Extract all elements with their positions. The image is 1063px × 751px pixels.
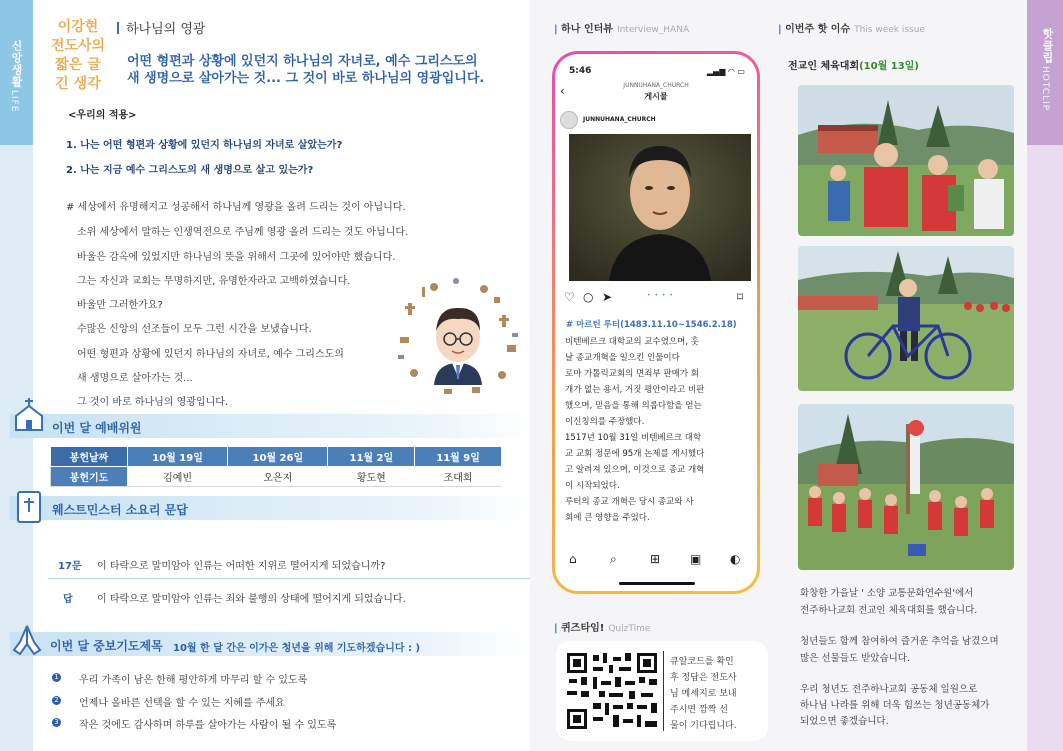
caption-line: 루터의 종교 개혁은 당시 종교와 사 bbox=[565, 497, 694, 507]
phone-screen bbox=[555, 54, 757, 591]
body-line: 바울은 감옥에 있었지만 하나님의 뜻을 위해서 그곳에 있어야만 했습니다. bbox=[77, 252, 396, 263]
caption-line: 비텐베르크 대학교의 교수였으며, 훗 bbox=[565, 337, 699, 347]
catechism-section-title: 웨스트민스터 소요리 문답 bbox=[52, 503, 188, 517]
body-line: 그 것이 바로 하나님의 영광입니다. bbox=[77, 397, 229, 408]
left-tab-en: LIFE bbox=[9, 90, 19, 113]
date-cell: 10월 26일 bbox=[228, 447, 328, 467]
right-tab-strip bbox=[1027, 145, 1063, 751]
heart-icon[interactable]: ♡ bbox=[564, 290, 575, 304]
quiz-heading-en: QuizTime bbox=[608, 624, 651, 634]
heading-marker bbox=[117, 22, 119, 34]
event-name: 전교인 체육대회 bbox=[788, 61, 860, 72]
date-cell: 10월 19일 bbox=[127, 447, 227, 467]
quiz-divider bbox=[663, 651, 664, 731]
name-cell: 조대희 bbox=[415, 467, 502, 487]
issue-text: 많은 선물들도 받았습니다. bbox=[800, 653, 911, 664]
name-cell: 오은지 bbox=[228, 467, 328, 487]
back-arrow-icon: ‹ bbox=[560, 84, 565, 98]
table-header-cell: 봉헌날짜 bbox=[51, 447, 128, 467]
table-row-label: 봉헌기도 bbox=[51, 467, 128, 487]
right-tab-en: HOTCLIP bbox=[1040, 66, 1050, 112]
pastor-illustration bbox=[394, 275, 522, 403]
sports-photo-3 bbox=[798, 404, 1014, 570]
apply-heading: <우리의 적용> bbox=[68, 110, 137, 121]
article-heading: 하나님의 영광 bbox=[126, 22, 206, 37]
quiz-heading: | 퀴즈타임! QuizTime bbox=[554, 623, 651, 634]
comment-icon[interactable]: ○ bbox=[583, 290, 594, 304]
table-header-row bbox=[51, 447, 502, 467]
issue-text: 하나님 나라를 위해 더욱 힘쓰는 청년공동체가 bbox=[800, 700, 990, 711]
issue-text: 전주하나교회 전교인 체육대회를 했습니다. bbox=[800, 605, 978, 616]
martin-luther-portrait bbox=[569, 134, 751, 281]
share-icon[interactable]: ➤ bbox=[602, 290, 613, 304]
account-name: JUNNUHANA_CHURCH bbox=[623, 82, 689, 89]
bookmark-icon[interactable]: ⌑ bbox=[737, 290, 744, 304]
phone-mockup bbox=[552, 51, 760, 594]
add-post-icon[interactable]: ⊞ bbox=[650, 552, 661, 566]
prayer-number: 1 bbox=[52, 673, 61, 682]
body-line: 어떤 형편과 상황에 있던지 하나님의 자녀로, 예수 그리스도의 bbox=[77, 349, 344, 360]
issue-heading: | 이번주 핫 이슈 This week issue bbox=[778, 24, 925, 35]
prayer-item: 우리 가족이 남은 한해 평안하게 마무리 할 수 있도록 bbox=[79, 675, 308, 686]
table-row bbox=[51, 467, 502, 487]
prayer-number: 3 bbox=[52, 718, 61, 727]
prayer-theme: 10월 한 달 간은 이가은 청년을 위해 기도하겠습니다 : ) bbox=[173, 643, 421, 654]
post-label: 게시물 bbox=[644, 92, 668, 101]
issue-text: 우리 청년도 전주하나교회 공동체 일원으로 bbox=[800, 684, 978, 695]
profile-icon[interactable]: ◐ bbox=[730, 552, 741, 566]
worship-table bbox=[50, 446, 502, 487]
prayer-section-title: 이번 달 중보기도제목 bbox=[50, 639, 163, 653]
article-subtitle: 어떤 형편과 상황에 있던지 하나님의 자녀로, 예수 그리스도의 bbox=[127, 54, 478, 69]
caption-line: 교 교회 정문에 95개 논제를 게시했다 bbox=[565, 449, 705, 459]
column-title-line: 긴 생각 bbox=[55, 76, 101, 92]
column-title-line: 전도사의 bbox=[50, 38, 106, 54]
body-line: 새 생명으로 살아가는 것... bbox=[77, 373, 193, 384]
praying-hands-icon bbox=[10, 622, 44, 656]
column-title-line: 이강현 bbox=[57, 19, 99, 35]
carousel-dots: • • • • bbox=[647, 292, 674, 299]
church-icon bbox=[12, 398, 46, 432]
prayer-item: 언제나 올바른 선택을 할 수 있는 지혜를 주세요 bbox=[79, 698, 285, 709]
quiz-line: 님 메세지로 보내 bbox=[670, 689, 737, 699]
quiz-heading-text: 퀴즈타임! bbox=[561, 623, 605, 634]
caption-line: 개가 없는 용서, 거짓 평안이라고 비판 bbox=[565, 385, 705, 395]
phone-time: 5:46 bbox=[569, 66, 592, 76]
quiz-line: 후 정답은 전도사 bbox=[670, 673, 737, 683]
caption-line: 했으며, 믿음을 통해 의롭다함을 얻는 bbox=[565, 401, 702, 411]
qr-code[interactable] bbox=[565, 651, 659, 731]
column-title-line: 짧은 글 bbox=[55, 57, 101, 73]
issue-text: 청년들도 함께 참여하여 즐거운 추억을 남겼으며 bbox=[800, 636, 999, 647]
apply-question: 1. 나는 어떤 형편과 상황에 있던지 하나님의 자녀로 살았는가? bbox=[66, 140, 343, 151]
home-icon[interactable]: ⌂ bbox=[569, 552, 577, 566]
issue-heading-en: This week issue bbox=[854, 25, 925, 35]
divider bbox=[48, 578, 530, 579]
right-tab-label: 핫클립 bbox=[1041, 28, 1054, 64]
caption-line: 1517년 10월 31일 비텐베르크 대학 bbox=[565, 433, 702, 443]
interview-heading-text: 하나 인터뷰 bbox=[561, 24, 613, 35]
event-title bbox=[788, 57, 919, 72]
question-number: 17문 bbox=[58, 561, 82, 572]
home-indicator bbox=[619, 582, 695, 585]
caption-line: 로마 가톨릭교회의 면죄부 판매가 회 bbox=[565, 369, 699, 379]
name-cell: 김예빈 bbox=[127, 467, 227, 487]
bible-icon bbox=[12, 490, 46, 524]
caption-line: 이신칭의를 주장했다. bbox=[565, 417, 645, 427]
interview-heading-en: Interview_HANA bbox=[616, 25, 690, 35]
body-line: 소위 세상에서 말하는 인생역전으로 주님께 영광 올려 드리는 것도 아닙니다. bbox=[77, 227, 409, 238]
issue-text: 되었으면 좋겠습니다. bbox=[800, 716, 889, 727]
avatar bbox=[560, 111, 578, 129]
left-tab-label: 신앙생활 bbox=[10, 40, 23, 88]
column-title bbox=[44, 18, 112, 94]
sports-photo-1 bbox=[798, 85, 1014, 236]
date-cell: 11월 2일 bbox=[328, 447, 415, 467]
prayer-number: 2 bbox=[52, 696, 61, 705]
caption-line: 이 시작되었다. bbox=[565, 481, 620, 491]
catechism-answer: 이 타락으로 말미암아 인류는 죄와 불행의 상태에 떨어지게 되었습니다. bbox=[97, 594, 406, 605]
body-line: 수많은 신앙의 선조들이 모두 그런 시간을 보냈습니다. bbox=[77, 324, 312, 335]
prayer-item: 작은 것에도 감사하며 하루를 살아가는 사람이 될 수 있도록 bbox=[79, 720, 337, 731]
left-tab-strip bbox=[0, 145, 33, 751]
event-date: (10월 13일) bbox=[859, 61, 919, 72]
catechism-question: 이 타락으로 말미암아 인류는 어떠한 지위로 떨어지게 되었습니까? bbox=[97, 561, 386, 572]
caption-title: # 마르틴 루터(1483.11.10~1546.2.18) bbox=[566, 320, 737, 330]
status-icons: ▂▄▆ ◠ ▭ bbox=[706, 67, 745, 76]
reels-icon[interactable]: ▣ bbox=[690, 552, 702, 566]
date-cell: 11월 9일 bbox=[415, 447, 502, 467]
body-line: 바울만 그러한가요? bbox=[77, 300, 163, 311]
search-icon[interactable]: ⌕ bbox=[610, 552, 617, 566]
quiz-line: 주시면 깜짝 선 bbox=[670, 705, 728, 715]
sports-photo-2 bbox=[798, 246, 1014, 391]
caption-line: 고 알려져 있으며, 이것으로 종교 개혁 bbox=[565, 465, 705, 475]
interview-heading: | 하나 인터뷰 Interview_HANA bbox=[554, 24, 690, 35]
name-cell: 황도현 bbox=[328, 467, 415, 487]
issue-heading-text: 이번주 핫 이슈 bbox=[785, 24, 851, 35]
caption-line: 회에 큰 영향을 주었다. bbox=[565, 513, 650, 523]
body-line: 그는 자신과 교회는 무명하지만, 유명한자라고 고백하였습니다. bbox=[77, 276, 351, 287]
quiz-line: 물이 기다립니다. bbox=[670, 721, 737, 731]
body-line: # 세상에서 유명해지고 성공해서 하나님께 영광을 올려 드리는 것이 아닙니다. bbox=[66, 202, 406, 213]
issue-text: 화창한 가을날 ' 소양 교통문화연수원'에서 bbox=[800, 588, 974, 599]
phone-nav-bar bbox=[555, 548, 757, 578]
quiz-line: 큐알코드를 확인 bbox=[670, 657, 734, 667]
answer-label: 답 bbox=[63, 594, 73, 605]
apply-question: 2. 나는 지금 예수 그리스도의 새 생명으로 살고 있는가? bbox=[66, 165, 314, 176]
account-handle: JUNNUHANA_CHURCH bbox=[583, 116, 656, 123]
caption-line: 날 종교개혁을 일으킨 인물이다 bbox=[565, 353, 680, 363]
worship-section-title: 이번 달 예배위원 bbox=[52, 421, 142, 435]
article-subtitle: 새 생명으로 살아가는 것... 그 것이 바로 하나님의 영광입니다. bbox=[127, 71, 485, 86]
